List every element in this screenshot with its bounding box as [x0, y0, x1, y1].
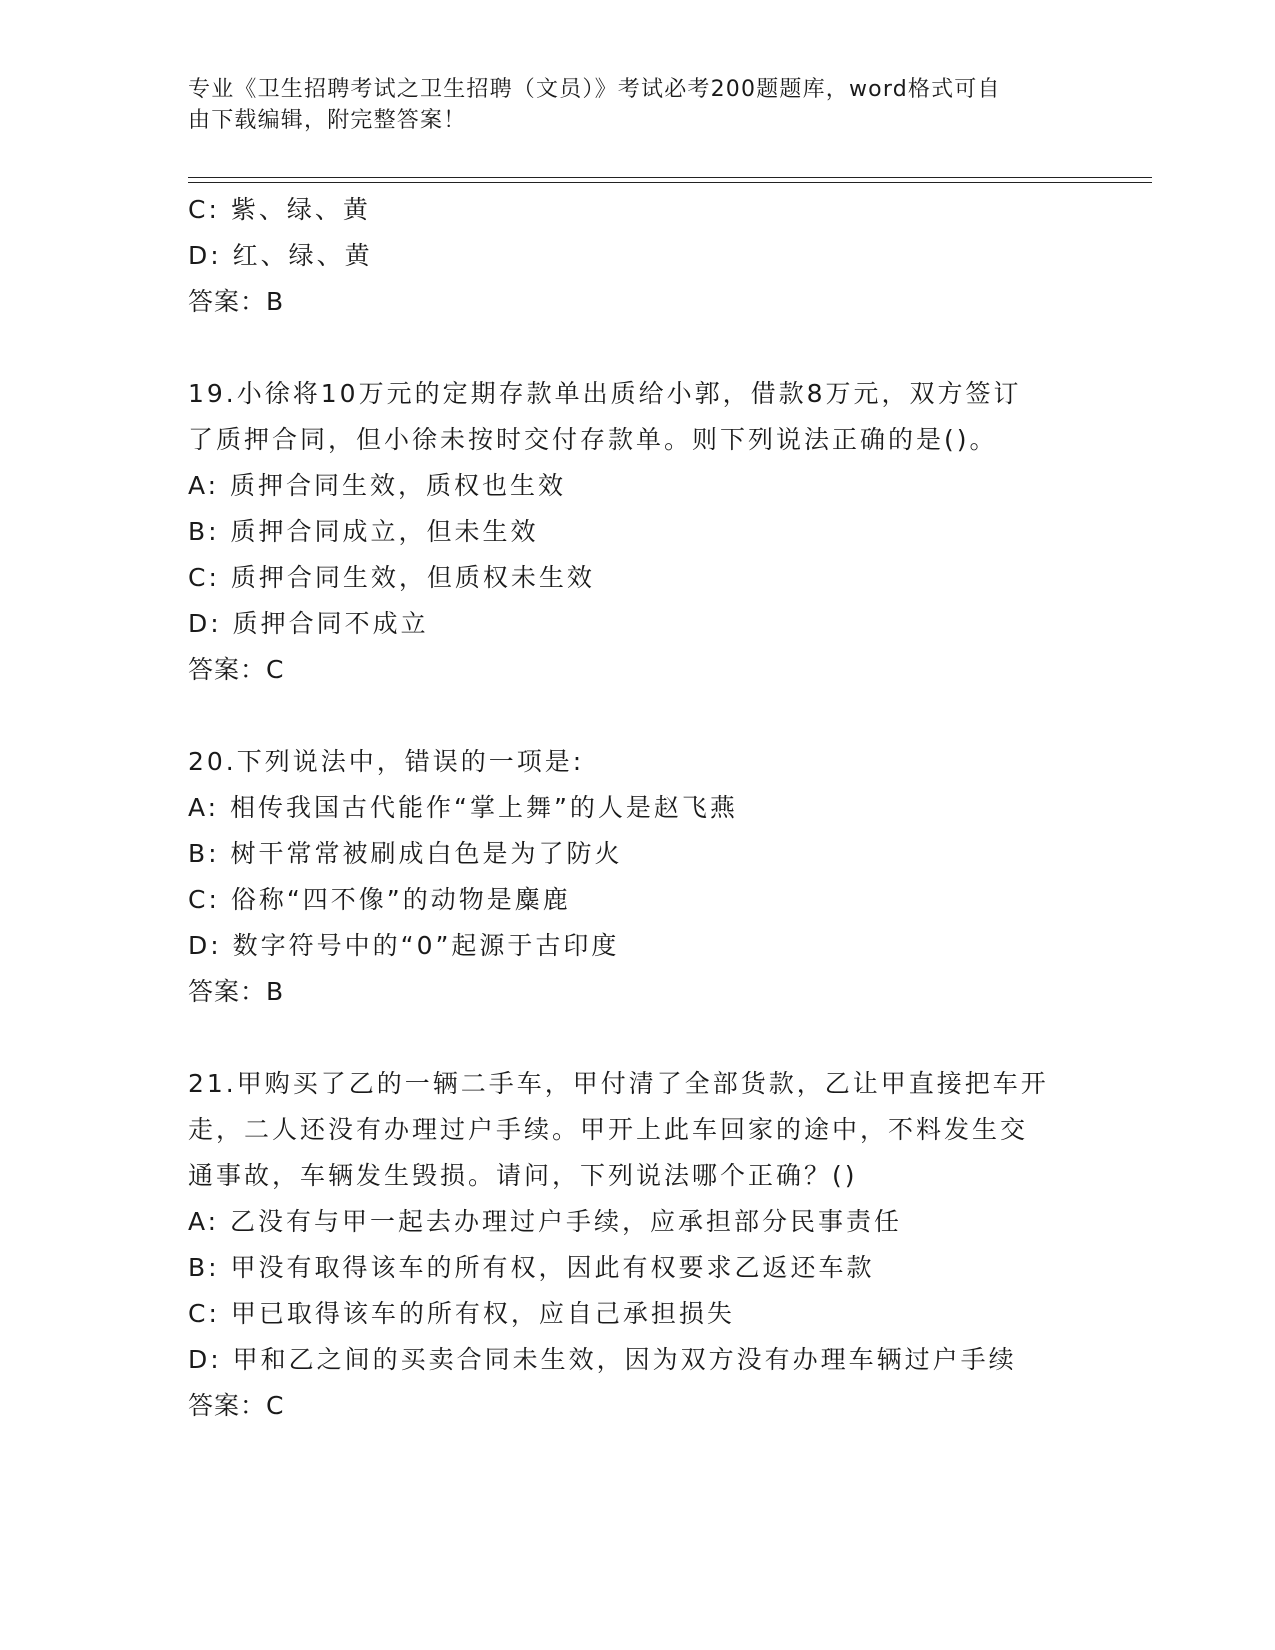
header-divider-bottom: [188, 182, 1152, 183]
question-21: [188, 1061, 1152, 1429]
question-text: 19.小徐将10万元的定期存款单出质给小郭，借款8万元，双方签订: [188, 379, 1022, 408]
question-text: 了质押合同，但小徐未按时交付存款单。则下列说法正确的是()。: [188, 425, 998, 454]
answer-line: 答案：C: [188, 655, 285, 684]
question-list: [188, 187, 1152, 1429]
question-text: 21.甲购买了乙的一辆二手车，甲付清了全部货款，乙让甲直接把车开: [188, 1069, 1049, 1098]
option-b: B: 甲没有取得该车的所有权，因此有权要求乙返还车款: [188, 1253, 875, 1282]
option-d: D: 甲和乙之间的买卖合同未生效，因为双方没有办理车辆过户手续: [188, 1345, 1017, 1374]
answer-line: 答案：B: [188, 977, 285, 1006]
spacer: [188, 693, 1152, 739]
question-text: 走，二人还没有办理过户手续。甲开上此车回家的途中，不料发生交: [188, 1115, 1029, 1144]
option-a: A: 相传我国古代能作“掌上舞”的人是赵飞燕: [188, 793, 738, 822]
option-a: A: 乙没有与甲一起去办理过户手续，应承担部分民事责任: [188, 1207, 903, 1236]
option-b: B: 树干常常被刷成白色是为了防火: [188, 839, 623, 868]
question-text: 20.下列说法中，错误的一项是:: [188, 747, 585, 776]
option-c: C: 质押合同生效，但质权未生效: [188, 563, 595, 592]
option-c: C: 紫、绿、黄: [188, 195, 371, 224]
answer-line: 答案：B: [188, 287, 285, 316]
option-a: A: 质押合同生效，质权也生效: [188, 471, 567, 500]
header-line-1: 专业《卫生招聘考试之卫生招聘（文员）》考试必考200题题库，word格式可自: [188, 77, 1001, 102]
answer-line: 答案：C: [188, 1391, 285, 1420]
header-line-2: 由下载编辑，附完整答案！: [188, 108, 467, 133]
question-19: [188, 371, 1152, 693]
option-d: D: 红、绿、黄: [188, 241, 373, 270]
option-d: D: 质押合同不成立: [188, 609, 429, 638]
option-d: D: 数字符号中的“0”起源于古印度: [188, 931, 620, 960]
question-20: [188, 739, 1152, 1015]
question-18-continuation: [188, 187, 1152, 325]
question-text: 通事故，车辆发生毁损。请问，下列说法哪个正确？(): [188, 1161, 858, 1190]
header-divider-top: [188, 177, 1152, 178]
option-b: B: 质押合同成立，但未生效: [188, 517, 539, 546]
option-c: C: 甲已取得该车的所有权，应自己承担损失: [188, 1299, 735, 1328]
option-c: C: 俗称“四不像”的动物是麋鹿: [188, 885, 571, 914]
spacer: [188, 1015, 1152, 1061]
page-header: [188, 74, 1068, 136]
spacer: [188, 325, 1152, 371]
